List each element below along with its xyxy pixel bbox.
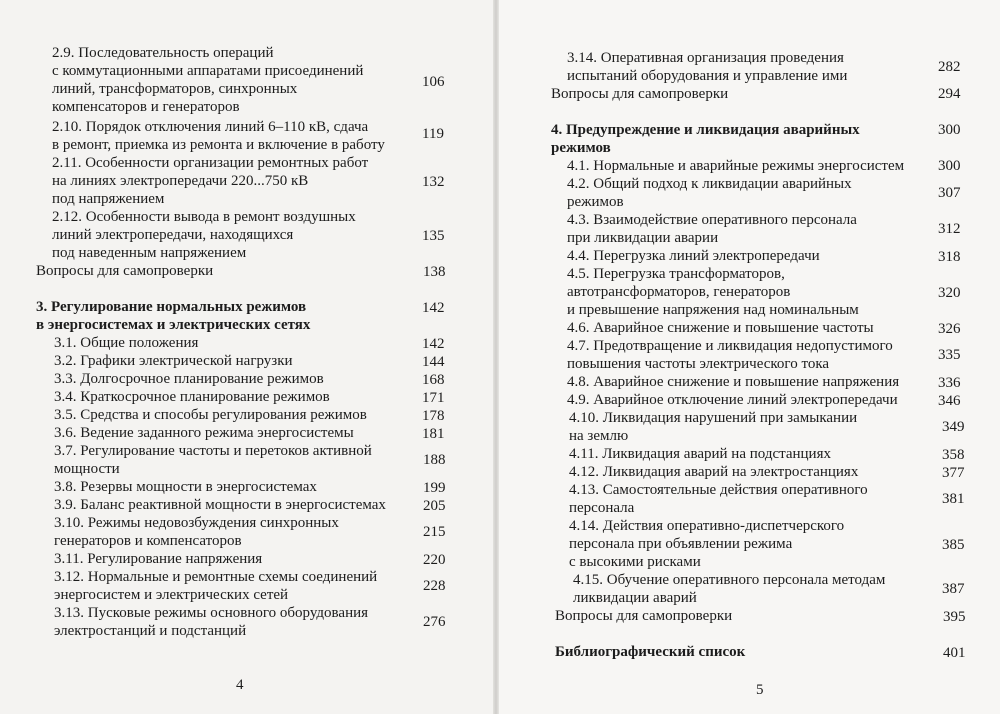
toc-entry-title-line: и превышение напряжения над номинальным	[567, 302, 859, 318]
toc-entry-title-line: 4.8. Аварийное снижение и повышение напряжения	[567, 374, 900, 390]
toc-entry-title-line: 4.13. Самостоятельные действия оперативного	[569, 482, 868, 498]
toc-page-number: 199	[423, 480, 446, 496]
toc-page-number: 381	[942, 491, 965, 507]
toc-page-number: 215	[423, 524, 446, 540]
toc-entry-title-line: 3.4. Краткосрочное планирование режимов	[54, 389, 330, 405]
toc-chapter-title-line: Библиографический список	[555, 644, 746, 660]
toc-page-number: 358	[942, 447, 965, 463]
toc-page-number: 300	[938, 158, 961, 174]
toc-page-number: 106	[422, 74, 445, 90]
toc-page-number: 377	[942, 465, 965, 481]
toc-page-number: 181	[422, 426, 445, 442]
toc-page-number: 307	[938, 185, 961, 201]
toc-entry-title-line: 4.4. Перегрузка линий электропередачи	[567, 248, 820, 264]
toc-page-number: 135	[422, 228, 445, 244]
toc-page-number: 318	[938, 249, 961, 265]
toc-page-number: 387	[942, 581, 965, 597]
toc-page-number: 144	[422, 354, 445, 370]
toc-entry-title-line: персонала при объявлении режима	[569, 536, 793, 552]
toc-chapter-title-line: режимов	[551, 140, 611, 156]
toc-entry-title-line: в ремонт, приемка из ремонта и включение в работу	[52, 137, 385, 153]
toc-entry-title-line: на линиях электропередачи 220...750 кВ	[52, 173, 309, 189]
toc-entry-title-line: ликвидации аварий	[573, 590, 697, 606]
toc-page-number: 294	[938, 86, 961, 102]
toc-entry-title-line: 4.9. Аварийное отключение линий электропередачи	[567, 392, 898, 408]
toc-entry-title-line: энергосистем и электрических сетей	[54, 587, 289, 603]
toc-entry-title-line: 4.14. Действия оперативно-диспетчерского	[569, 518, 845, 534]
page-number-right: 5	[756, 682, 764, 698]
toc-entry-title-line: 3.14. Оперативная организация проведения	[567, 50, 844, 66]
toc-entry-title-line: 4.7. Предотвращение и ликвидация недопустимого	[567, 338, 893, 354]
toc-entry-title-line: 4.10. Ликвидация нарушений при замыкании	[569, 410, 858, 426]
toc-entry-title-line: 2.12. Особенности вывода в ремонт воздушных	[52, 209, 356, 225]
toc-entry-title-line: Вопросы для самопроверки	[551, 86, 729, 102]
toc-entry-title-line: режимов	[567, 194, 624, 210]
toc-page-number: 300	[938, 122, 961, 138]
toc-page-number: 349	[942, 419, 965, 435]
toc-page-number: 336	[938, 375, 961, 391]
toc-entry-title-line: под наведенным напряжением	[52, 245, 247, 261]
toc-entry-title-line: под напряжением	[52, 191, 165, 207]
toc-entry-title-line: с высокими рисками	[569, 554, 701, 570]
book-gutter	[493, 0, 499, 714]
toc-entry-title-line: мощности	[54, 461, 120, 477]
toc-entry-title-line: 3.2. Графики электрической нагрузки	[54, 353, 293, 369]
toc-entry-title-line: 4.15. Обучение оперативного персонала методам	[573, 572, 886, 588]
toc-entry-title-line: компенсаторов и генераторов	[52, 99, 240, 115]
toc-entry-title-line: 3.12. Нормальные и ремонтные схемы соединений	[54, 569, 378, 585]
toc-page-number: 171	[422, 390, 445, 406]
toc-page-number: 276	[423, 614, 446, 630]
toc-page-number: 335	[938, 347, 961, 363]
toc-page-number: 205	[423, 498, 446, 514]
toc-entry-title-line: 2.9. Последовательность операций	[52, 45, 274, 61]
toc-page-number: 138	[423, 264, 446, 280]
toc-page-number: 326	[938, 321, 961, 337]
toc-entry-title-line: 3.9. Баланс реактивной мощности в энергосистемах	[54, 497, 386, 513]
toc-entry-title-line: 4.2. Общий подход к ликвидации аварийных	[567, 176, 852, 192]
page-number-left: 4	[236, 677, 244, 693]
toc-entry-title-line: 3.5. Средства и способы регулирования режимов	[54, 407, 367, 423]
toc-entry-title-line: 4.12. Ликвидация аварий на электростанциях	[569, 464, 859, 480]
toc-entry-title-line: с коммутационными аппаратами присоединений	[52, 63, 364, 79]
toc-entry-title-line: Вопросы для самопроверки	[555, 608, 733, 624]
toc-chapter-title-line: в энергосистемах и электрических сетях	[36, 317, 311, 333]
toc-entry-title-line: Вопросы для самопроверки	[36, 263, 214, 279]
toc-entry-title-line: 4.1. Нормальные и аварийные режимы энергосистем	[567, 158, 905, 174]
toc-entry-title-line: 4.5. Перегрузка трансформаторов,	[567, 266, 785, 282]
toc-entry-title-line: 3.7. Регулирование частоты и перетоков активной	[54, 443, 372, 459]
toc-page-number: 395	[943, 609, 966, 625]
toc-page-number: 142	[422, 336, 445, 352]
toc-entry-title-line: 3.1. Общие положения	[54, 335, 199, 351]
toc-entry-title-line: 3.8. Резервы мощности в энергосистемах	[54, 479, 317, 495]
toc-entry-title-line: генераторов и компенсаторов	[54, 533, 242, 549]
toc-page-number: 220	[423, 552, 446, 568]
toc-entry-title-line: 2.10. Порядок отключения линий 6–110 кВ, сдача	[52, 119, 369, 135]
toc-entry-title-line: персонала	[569, 500, 635, 516]
toc-chapter-title-line: 4. Предупреждение и ликвидация аварийных	[551, 122, 860, 138]
toc-page-number: 178	[422, 408, 445, 424]
toc-chapter-title-line: 3. Регулирование нормальных режимов	[36, 299, 307, 315]
toc-page-number: 132	[422, 174, 445, 190]
toc-entry-title-line: 3.3. Долгосрочное планирование режимов	[54, 371, 324, 387]
toc-entry-title-line: при ликвидации аварии	[567, 230, 719, 246]
toc-entry-title-line: 3.6. Ведение заданного режима энергосистемы	[54, 425, 354, 441]
toc-page-number: 142	[422, 300, 445, 316]
toc-page-number: 168	[422, 372, 445, 388]
toc-entry-title-line: 2.11. Особенности организации ремонтных работ	[52, 155, 369, 171]
toc-page-number: 119	[422, 126, 444, 142]
toc-entry-title-line: 3.10. Режимы недовозбуждения синхронных	[54, 515, 339, 531]
toc-page-number: 346	[938, 393, 961, 409]
toc-entry-title-line: 4.6. Аварийное снижение и повышение частоты	[567, 320, 874, 336]
toc-page-number: 320	[938, 285, 961, 301]
toc-page-number: 312	[938, 221, 961, 237]
toc-entry-title-line: испытаний оборудования и управление ими	[567, 68, 848, 84]
toc-entry-title-line: 4.3. Взаимодействие оперативного персонала	[567, 212, 857, 228]
toc-page-number: 282	[938, 59, 961, 75]
toc-entry-title-line: 3.13. Пусковые режимы основного оборудования	[54, 605, 369, 621]
toc-entry-title-line: линий, трансформаторов, синхронных	[52, 81, 298, 97]
toc-entry-title-line: линий электропередачи, находящихся	[52, 227, 294, 243]
toc-page-number: 228	[423, 578, 446, 594]
toc-page-number: 385	[942, 537, 965, 553]
toc-page-number: 188	[423, 452, 446, 468]
toc-entry-title-line: на землю	[569, 428, 629, 444]
toc-entry-title-line: 4.11. Ликвидация аварий на подстанциях	[569, 446, 831, 462]
toc-entry-title-line: повышения частоты электрического тока	[567, 356, 830, 372]
toc-entry-title-line: автотрансформаторов, генераторов	[567, 284, 791, 300]
toc-entry-title-line: электростанций и подстанций	[54, 623, 247, 639]
toc-page-number: 401	[943, 645, 966, 661]
toc-entry-title-line: 3.11. Регулирование напряжения	[54, 551, 263, 567]
